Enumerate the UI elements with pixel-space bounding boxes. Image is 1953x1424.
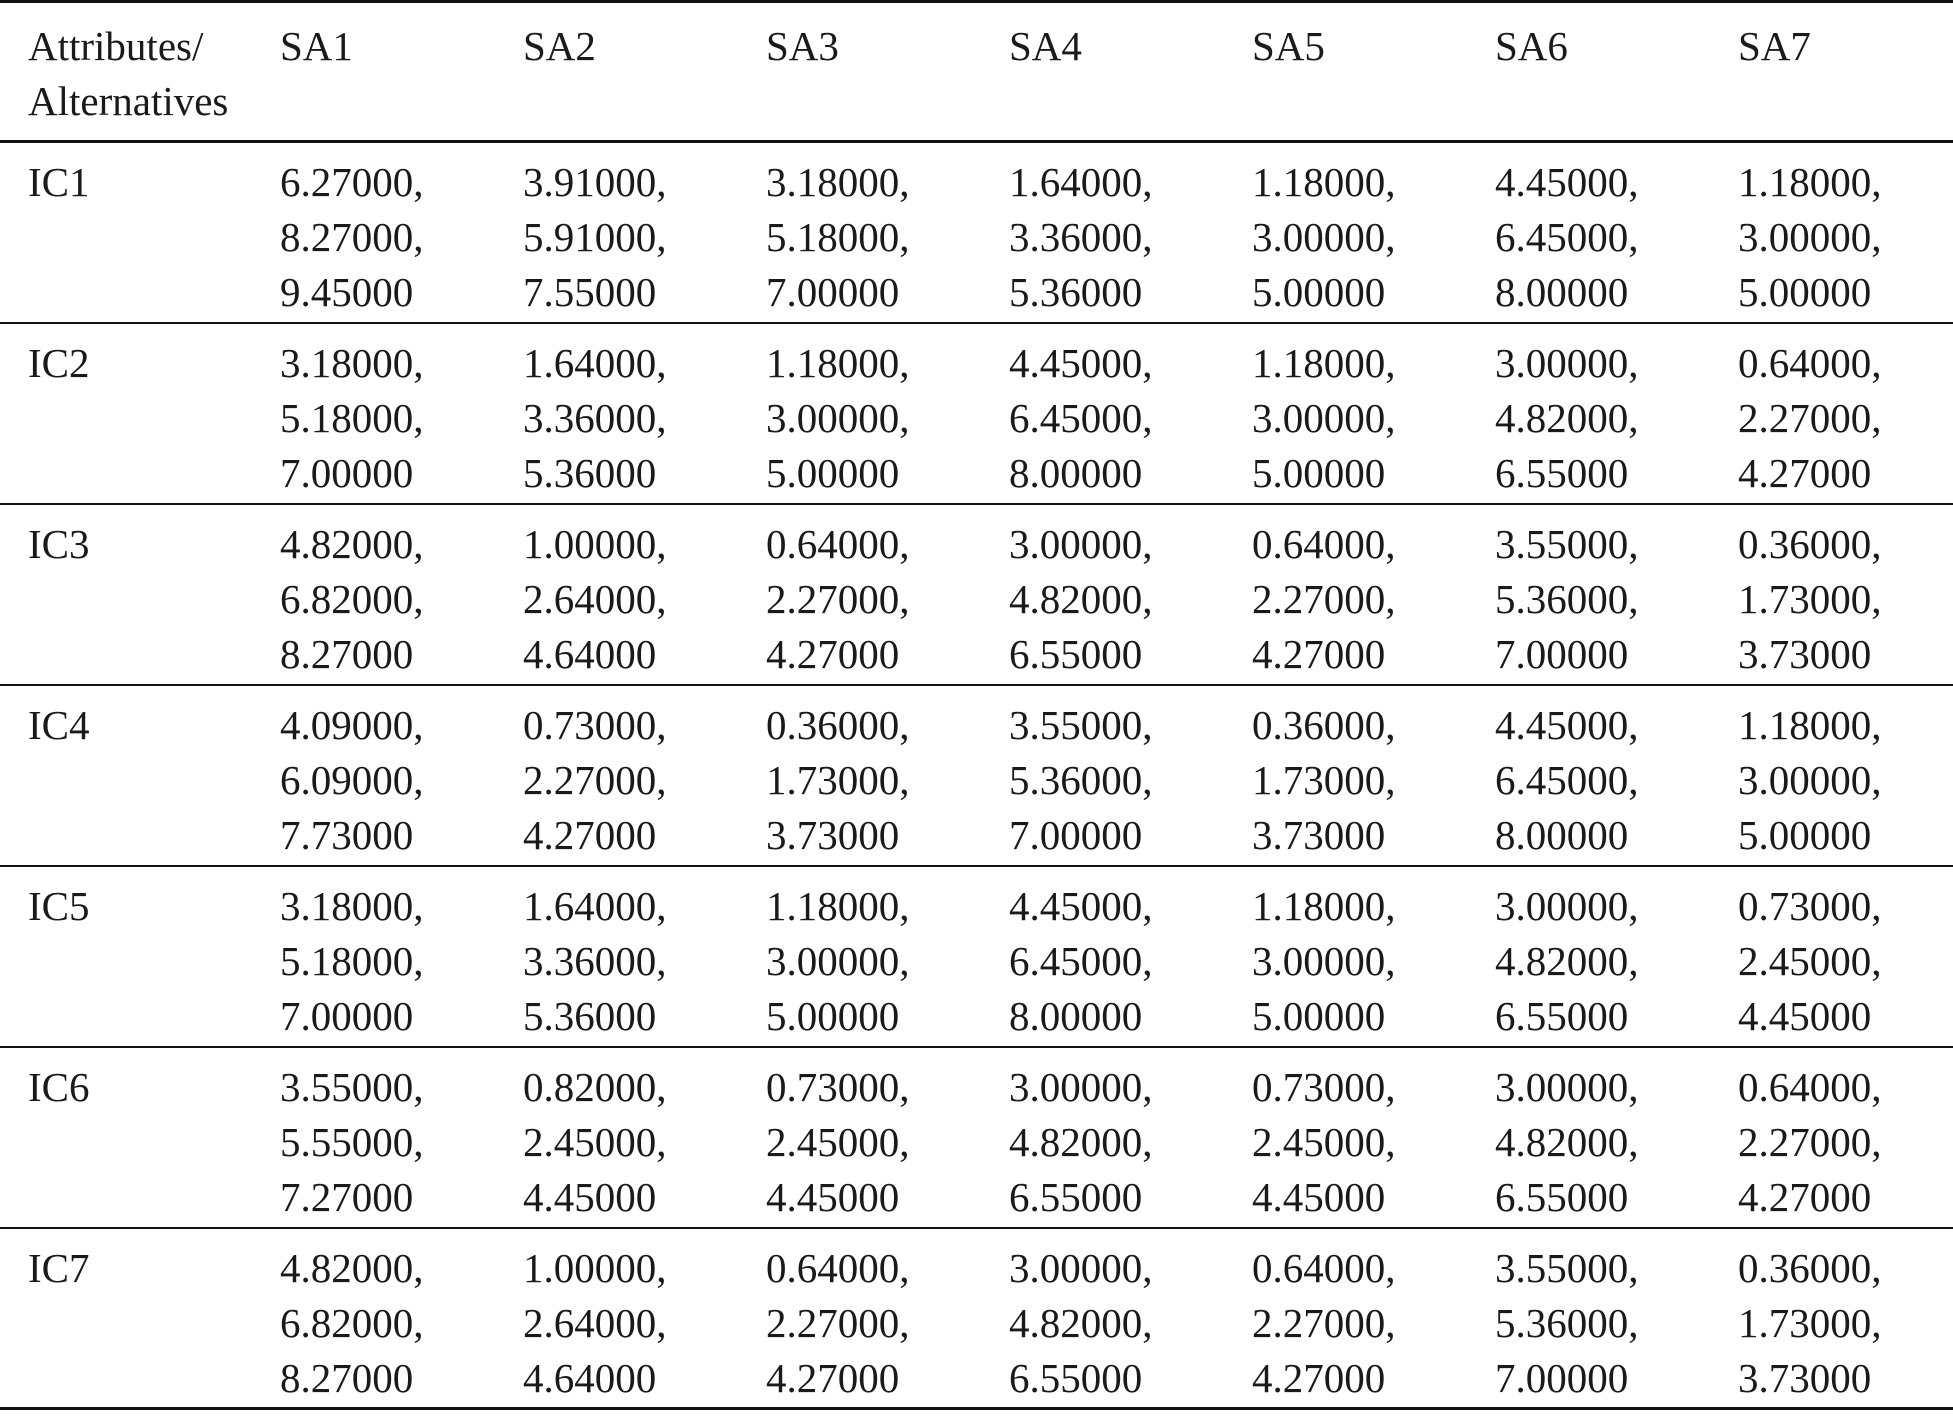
row-label-cell: IC7 xyxy=(28,1244,90,1291)
value-line: 0.64000, xyxy=(1252,520,1396,567)
value-line: 5.18000, xyxy=(766,214,910,260)
value-line: 6.82000, xyxy=(280,575,424,622)
value-line: 8.00000 xyxy=(1495,269,1629,315)
value-cell xyxy=(1495,504,1738,685)
table-header xyxy=(0,2,1953,142)
table-body xyxy=(0,142,1953,1409)
value-line: 5.00000 xyxy=(1252,449,1386,496)
value-cell xyxy=(766,504,1009,685)
value-line: 1.18000, xyxy=(1252,882,1396,929)
value-line: 4.82000, xyxy=(1495,937,1639,984)
value-line: 5.55000, xyxy=(280,1118,424,1165)
value-cell xyxy=(523,1047,766,1228)
value-line: 3.36000, xyxy=(523,394,667,441)
value-line: 1.73000, xyxy=(1738,1299,1882,1346)
value-line: 0.64000, xyxy=(766,1244,910,1291)
column-header-sa1: SA1 xyxy=(280,23,353,69)
value-line: 4.45000, xyxy=(1495,701,1639,748)
value-line: 3.73000 xyxy=(1738,1354,1872,1401)
value-line: 3.18000, xyxy=(766,159,910,205)
table-row xyxy=(0,323,1953,504)
value-line: 3.73000 xyxy=(1738,630,1872,677)
value-line: 4.45000 xyxy=(1738,992,1872,1039)
value-line: 0.36000, xyxy=(1738,1244,1882,1291)
value-line: 8.00000 xyxy=(1495,811,1629,858)
value-line: 5.36000, xyxy=(1495,1299,1639,1346)
value-line: 4.45000, xyxy=(1009,339,1153,386)
value-line: 3.73000 xyxy=(1252,811,1386,858)
value-line: 2.45000, xyxy=(1252,1118,1396,1165)
value-line: 6.45000, xyxy=(1495,756,1639,803)
value-line: 8.27000 xyxy=(280,630,414,677)
value-cell xyxy=(1495,685,1738,866)
value-line: 5.00000 xyxy=(1738,269,1872,315)
value-line: 3.00000, xyxy=(1252,214,1396,260)
value-line: 4.09000, xyxy=(280,701,424,748)
value-line: 0.36000, xyxy=(1738,520,1882,567)
value-line: 2.64000, xyxy=(523,575,667,622)
value-cell xyxy=(1252,685,1495,866)
value-line: 8.00000 xyxy=(1009,992,1143,1039)
value-line: 8.27000 xyxy=(280,1354,414,1401)
value-line: 7.00000 xyxy=(1495,630,1629,677)
column-header-sa2: SA2 xyxy=(523,23,596,69)
value-line: 2.27000, xyxy=(1738,394,1882,441)
value-cell xyxy=(1252,142,1495,323)
value-cell xyxy=(1252,1047,1495,1228)
value-line: 1.18000, xyxy=(1738,159,1882,205)
value-line: 5.00000 xyxy=(1738,811,1872,858)
value-line: 4.82000, xyxy=(280,520,424,567)
value-line: 6.09000, xyxy=(280,756,424,803)
value-line: 2.45000, xyxy=(523,1118,667,1165)
value-line: 5.36000 xyxy=(523,992,657,1039)
value-line: 6.55000 xyxy=(1495,1173,1629,1220)
value-line: 5.36000 xyxy=(1009,269,1143,315)
column-header-sa7: SA7 xyxy=(1738,23,1811,69)
value-cell xyxy=(280,1047,523,1228)
table-row xyxy=(0,142,1953,323)
value-line: 0.82000, xyxy=(523,1063,667,1110)
value-line: 3.00000, xyxy=(1738,214,1882,260)
value-line: 7.55000 xyxy=(523,269,657,315)
value-line: 3.55000, xyxy=(1495,1244,1639,1291)
value-line: 2.27000, xyxy=(523,756,667,803)
value-line: 3.36000, xyxy=(1009,214,1153,260)
value-line: 3.00000, xyxy=(1495,882,1639,929)
value-line: 2.45000, xyxy=(1738,937,1882,984)
value-line: 4.45000 xyxy=(523,1173,657,1220)
value-line: 0.64000, xyxy=(1738,1063,1882,1110)
value-line: 4.27000 xyxy=(1738,1173,1872,1220)
value-line: 4.82000, xyxy=(1495,394,1639,441)
value-line: 4.82000, xyxy=(1009,575,1153,622)
value-line: 3.00000, xyxy=(1738,756,1882,803)
value-line: 1.18000, xyxy=(766,339,910,386)
value-cell xyxy=(1009,1228,1252,1409)
value-line: 3.00000, xyxy=(1009,1244,1153,1291)
value-line: 7.00000 xyxy=(280,992,414,1039)
value-line: 4.27000 xyxy=(1738,449,1872,496)
value-line: 4.82000, xyxy=(1009,1118,1153,1165)
row-label-cell: IC1 xyxy=(28,159,90,205)
value-line: 3.18000, xyxy=(280,882,424,929)
value-line: 6.27000, xyxy=(280,159,424,205)
value-line: 7.00000 xyxy=(1009,811,1143,858)
table-row xyxy=(0,1047,1953,1228)
value-line: 5.18000, xyxy=(280,394,424,441)
value-line: 2.27000, xyxy=(1738,1118,1882,1165)
value-line: 1.18000, xyxy=(1738,701,1882,748)
value-line: 4.27000 xyxy=(766,1354,900,1401)
value-line: 6.55000 xyxy=(1495,449,1629,496)
value-line: 3.00000, xyxy=(766,394,910,441)
value-cell xyxy=(280,685,523,866)
value-line: 5.00000 xyxy=(766,449,900,496)
value-line: 6.55000 xyxy=(1009,1173,1143,1220)
value-cell xyxy=(766,1228,1009,1409)
value-cell xyxy=(523,1228,766,1409)
value-cell xyxy=(280,504,523,685)
value-line: 3.00000, xyxy=(1009,1063,1153,1110)
value-cell xyxy=(1495,1228,1738,1409)
value-cell xyxy=(766,323,1009,504)
value-line: 0.73000, xyxy=(523,701,667,748)
value-line: 5.91000, xyxy=(523,214,667,260)
value-cell xyxy=(766,866,1009,1047)
value-line: 4.27000 xyxy=(1252,630,1386,677)
value-line: 1.64000, xyxy=(523,339,667,386)
value-cell xyxy=(1738,685,1953,866)
value-cell xyxy=(523,504,766,685)
value-line: 3.55000, xyxy=(1009,701,1153,748)
value-cell xyxy=(1738,1228,1953,1409)
value-line: 6.55000 xyxy=(1009,630,1143,677)
value-line: 3.00000, xyxy=(1495,1063,1639,1110)
value-line: 4.82000, xyxy=(280,1244,424,1291)
value-line: 1.73000, xyxy=(1738,575,1882,622)
value-line: 4.64000 xyxy=(523,1354,657,1401)
table-row xyxy=(0,504,1953,685)
value-line: 4.27000 xyxy=(1252,1354,1386,1401)
value-cell xyxy=(1009,866,1252,1047)
value-line: 4.82000, xyxy=(1009,1299,1153,1346)
value-line: 1.00000, xyxy=(523,1244,667,1291)
value-line: 0.64000, xyxy=(1738,339,1882,386)
value-line: 5.00000 xyxy=(1252,992,1386,1039)
value-cell xyxy=(766,142,1009,323)
value-line: 1.18000, xyxy=(1252,339,1396,386)
value-cell xyxy=(280,142,523,323)
value-line: 0.73000, xyxy=(1252,1063,1396,1110)
value-cell xyxy=(1009,142,1252,323)
value-line: 6.45000, xyxy=(1009,394,1153,441)
value-cell xyxy=(1009,1047,1252,1228)
value-line: 3.18000, xyxy=(280,339,424,386)
value-cell xyxy=(523,142,766,323)
value-cell xyxy=(1495,1047,1738,1228)
column-header-sa3: SA3 xyxy=(766,23,839,69)
value-line: 8.00000 xyxy=(1009,449,1143,496)
value-line: 1.00000, xyxy=(523,520,667,567)
value-line: 1.64000, xyxy=(1009,159,1153,205)
column-header-sa5: SA5 xyxy=(1252,23,1325,69)
value-cell xyxy=(280,1228,523,1409)
value-line: 4.45000, xyxy=(1495,159,1639,205)
value-line: 2.27000, xyxy=(766,575,910,622)
value-line: 6.82000, xyxy=(280,1299,424,1346)
value-line: 6.55000 xyxy=(1495,992,1629,1039)
value-line: 1.73000, xyxy=(766,756,910,803)
value-line: 3.00000, xyxy=(766,937,910,984)
value-line: 0.73000, xyxy=(766,1063,910,1110)
value-line: 9.45000 xyxy=(280,269,414,315)
value-cell xyxy=(523,685,766,866)
value-cell xyxy=(1009,504,1252,685)
value-line: 3.36000, xyxy=(523,937,667,984)
value-cell xyxy=(766,1047,1009,1228)
value-line: 3.00000, xyxy=(1495,339,1639,386)
column-header-sa6: SA6 xyxy=(1495,23,1568,69)
value-cell xyxy=(1738,866,1953,1047)
value-line: 0.64000, xyxy=(1252,1244,1396,1291)
value-cell xyxy=(1252,866,1495,1047)
value-line: 2.45000, xyxy=(766,1118,910,1165)
row-label-cell: IC4 xyxy=(28,701,90,748)
value-cell xyxy=(1495,323,1738,504)
corner-header-line: Attributes/ xyxy=(28,23,204,69)
header-row xyxy=(0,2,1953,142)
value-line: 8.27000, xyxy=(280,214,424,260)
value-line: 5.18000, xyxy=(280,937,424,984)
table-row xyxy=(0,1228,1953,1409)
value-line: 5.36000, xyxy=(1009,756,1153,803)
value-line: 3.91000, xyxy=(523,159,667,205)
value-cell xyxy=(1738,504,1953,685)
value-cell xyxy=(1009,685,1252,866)
value-line: 4.45000, xyxy=(1009,882,1153,929)
value-line: 0.73000, xyxy=(1738,882,1882,929)
value-line: 3.00000, xyxy=(1252,394,1396,441)
value-line: 4.82000, xyxy=(1495,1118,1639,1165)
column-header-sa4: SA4 xyxy=(1009,23,1082,69)
value-line: 7.27000 xyxy=(280,1173,414,1220)
row-label-cell: IC2 xyxy=(28,339,90,386)
value-line: 1.18000, xyxy=(1252,159,1396,205)
value-cell xyxy=(1738,323,1953,504)
value-cell xyxy=(1495,866,1738,1047)
value-line: 5.00000 xyxy=(766,992,900,1039)
table-row xyxy=(0,866,1953,1047)
value-line: 2.27000, xyxy=(1252,575,1396,622)
value-line: 1.64000, xyxy=(523,882,667,929)
value-line: 3.00000, xyxy=(1252,937,1396,984)
value-line: 7.73000 xyxy=(280,811,414,858)
value-line: 3.55000, xyxy=(1495,520,1639,567)
value-line: 7.00000 xyxy=(766,269,900,315)
value-cell xyxy=(1495,142,1738,323)
value-line: 2.64000, xyxy=(523,1299,667,1346)
value-cell xyxy=(1252,1228,1495,1409)
value-line: 6.45000, xyxy=(1495,214,1639,260)
value-cell xyxy=(1252,504,1495,685)
value-cell xyxy=(280,866,523,1047)
value-cell xyxy=(1738,142,1953,323)
value-line: 5.36000, xyxy=(1495,575,1639,622)
value-line: 1.18000, xyxy=(766,882,910,929)
value-line: 6.45000, xyxy=(1009,937,1153,984)
table-row xyxy=(0,685,1953,866)
value-line: 4.45000 xyxy=(766,1173,900,1220)
value-line: 4.27000 xyxy=(766,630,900,677)
value-line: 4.64000 xyxy=(523,630,657,677)
value-line: 3.73000 xyxy=(766,811,900,858)
value-line: 3.00000, xyxy=(1009,520,1153,567)
value-line: 2.27000, xyxy=(1252,1299,1396,1346)
value-line: 5.00000 xyxy=(1252,269,1386,315)
row-label-cell: IC3 xyxy=(28,520,90,567)
value-line: 3.55000, xyxy=(280,1063,424,1110)
value-line: 4.45000 xyxy=(1252,1173,1386,1220)
value-cell xyxy=(523,323,766,504)
corner-header-cell xyxy=(0,2,280,142)
value-cell xyxy=(1009,323,1252,504)
row-label-cell: IC6 xyxy=(28,1063,90,1110)
value-cell xyxy=(1252,323,1495,504)
value-line: 1.73000, xyxy=(1252,756,1396,803)
value-line: 0.36000, xyxy=(766,701,910,748)
value-cell xyxy=(280,323,523,504)
value-line: 5.36000 xyxy=(523,449,657,496)
value-line: 6.55000 xyxy=(1009,1354,1143,1401)
row-label-cell: IC5 xyxy=(28,882,90,929)
value-cell xyxy=(766,685,1009,866)
value-cell xyxy=(523,866,766,1047)
value-line: 7.00000 xyxy=(1495,1354,1629,1401)
value-cell xyxy=(1738,1047,1953,1228)
value-line: 4.27000 xyxy=(523,811,657,858)
corner-header-line: Alternatives xyxy=(28,78,229,124)
value-line: 0.64000, xyxy=(766,520,910,567)
value-line: 2.27000, xyxy=(766,1299,910,1346)
value-line: 0.36000, xyxy=(1252,701,1396,748)
value-line: 7.00000 xyxy=(280,449,414,496)
